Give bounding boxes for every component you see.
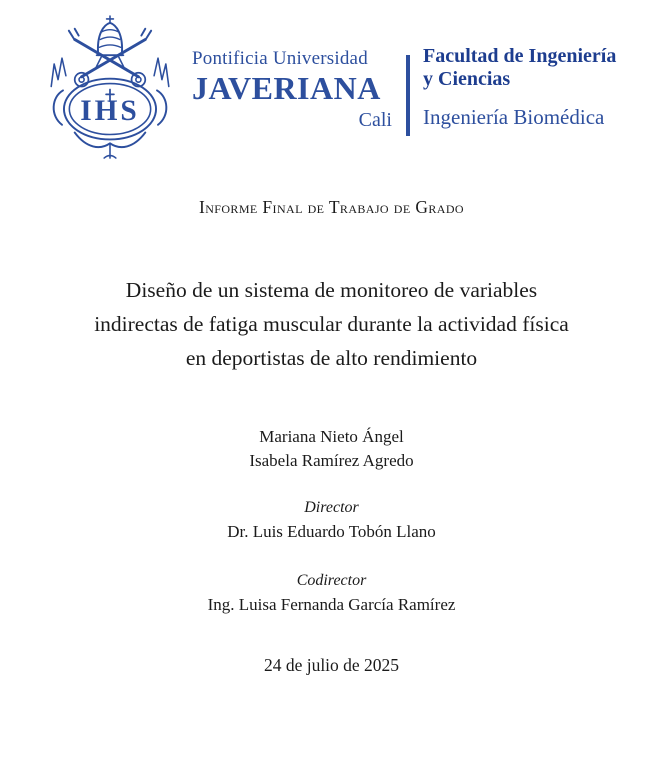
crest-svg <box>40 15 180 160</box>
codirector-name: Ing. Luisa Fernanda García Ramírez <box>207 595 456 614</box>
codirector-label: Codirector <box>296 572 367 589</box>
director-name: Dr. Luis Eduardo Tobón Llano <box>227 522 436 541</box>
authors-block <box>0 425 663 473</box>
thesis-title-line: en deportistas de alto rendimiento <box>185 346 478 370</box>
cross-finial-icon <box>107 16 114 23</box>
author-name: Mariana Nieto Ángel <box>259 427 404 446</box>
document-body <box>0 197 663 676</box>
ihs-monogram: IHS <box>80 94 140 127</box>
thesis-title-line: indirectas de fatiga muscular durante la actividad física <box>94 312 569 336</box>
wordmark-javeriana: JAVERIANA <box>192 70 381 106</box>
wordmark-cali: Cali <box>358 109 392 131</box>
director-block <box>0 498 663 542</box>
report-type-heading: Informe Final de Trabajo de Grado <box>199 197 464 217</box>
thesis-title <box>0 273 663 375</box>
author-name: Isabela Ramírez Agredo <box>249 451 414 470</box>
header-divider <box>406 55 410 136</box>
thesis-title-line: Diseño de un sistema de monitoreo de variables <box>125 278 538 302</box>
director-label: Director <box>304 499 359 516</box>
faculty-name-line2: y Ciencias <box>423 68 511 90</box>
faculty-name-line1: Facultad de Ingeniería <box>423 45 617 67</box>
university-crest-logo <box>40 15 180 165</box>
wordmark-pontificia-universidad: Pontificia Universidad <box>192 48 368 69</box>
crossed-keys-icon <box>69 29 151 77</box>
department-name: Ingeniería Biomédica <box>423 105 605 129</box>
document-date: 24 de julio de 2025 <box>263 655 400 675</box>
university-header <box>0 0 663 160</box>
codirector-block <box>0 571 663 615</box>
faculty-block <box>423 45 616 129</box>
university-wordmark <box>192 48 392 132</box>
